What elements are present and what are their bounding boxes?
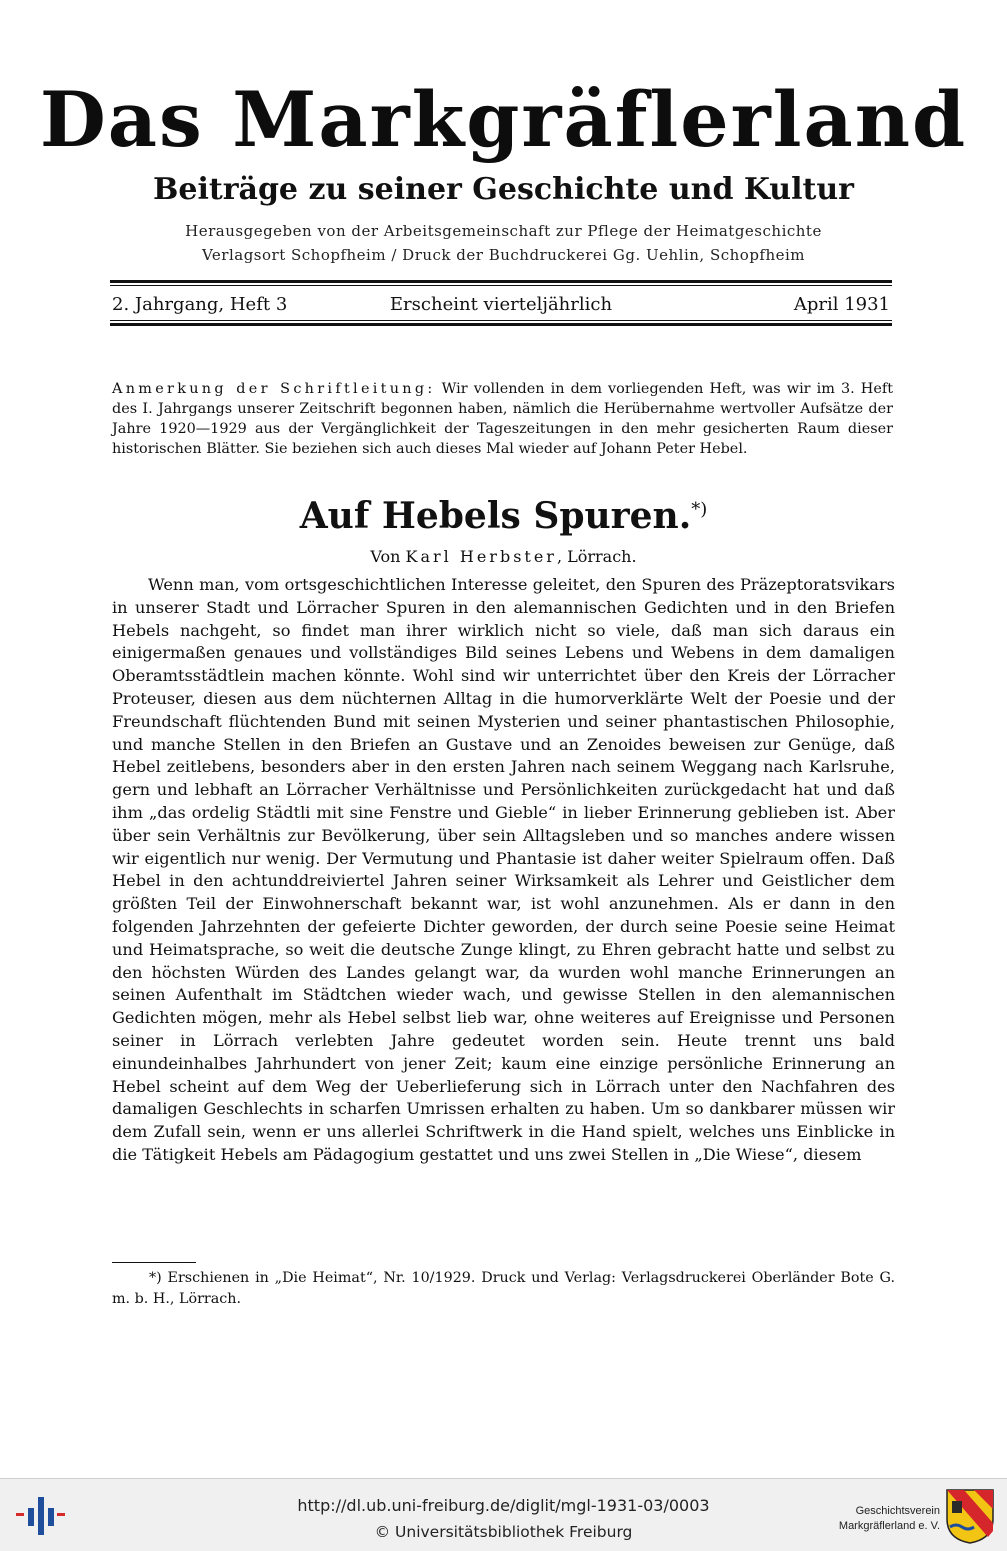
editor-note-text: Wir vollenden in dem vorliegenden Heft, was wir im 3. Heft des I. Jahrgangs unserer Zeitschrift begonnen haben, nämlich die Herübernahme wertvoller Aufsätze der Jahre 1920—1929 aus der Vergänglichkeit der Tageszeitungen in den mehr gesicherten Raum dieser historischen Blätter. Sie beziehen sich auch dieses Mal wieder auf Johann Peter Hebel. [112,381,893,457]
editor-note-lead: Anmerkung der Schriftleitung: [112,381,436,397]
footnote: *) Erschienen in „Die Heimat“, Nr. 10/1929. Druck und Verlag: Verlagsdruckerei Oberländer Bote G. m. b. H., Lörrach. [112,1270,895,1307]
viewer-footer [0,1478,1007,1551]
byline-place: , Lörrach. [556,547,637,566]
header-rule-top-thin [110,285,892,286]
masthead-title: Das Markgräflerland [39,75,968,164]
footer-copyright: © Universitätsbibliothek Freiburg [374,1523,633,1541]
publisher-line-1: Herausgegeben von der Arbeitsgemeinschaft zur Pflege der Heimatgeschichte [185,222,822,240]
society-line-2: Markgräflerland e. V. [838,1520,940,1532]
article-title [0,495,1007,537]
article-title-text: Auf Hebels Spuren. [299,495,692,537]
footer-url[interactable]: http://dl.ub.uni-freiburg.de/diglit/mgl-1931-03/0003 [297,1496,710,1515]
editor-note [112,379,893,459]
publisher-line-2: Verlagsort Schopfheim / Druck der Buchdruckerei Gg. Uehlin, Schopfheim [201,246,806,264]
footnote-rule [112,1262,196,1263]
footnote-marker: *) [691,499,708,520]
footer-society [770,1504,940,1534]
article-byline [0,549,1007,565]
issue-volume: 2. Jahrgang, Heft 3 [112,294,288,315]
header-rule-top-thick [110,280,892,283]
issue-date: April 1931 [793,294,890,315]
header-rule-bottom-thin [110,320,892,321]
byline-author: Karl Herbster [405,547,557,566]
issue-frequency: Erscheint vierteljährlich [389,294,613,315]
article-body: Wenn man, vom ortsgeschichtlichen Interesse geleitet, den Spuren des Präzeptoratsvikars in unserer Stadt und Lörracher Spuren in den alemannischen Gedichten und in den Briefen Hebels nachgeht, so findet man ihrer wirklich nicht so viele, daß man sich daraus ein einigermaßen genaues und vollständiges Bild seines Lebens und Webens in dem damaligen Oberamtsstädtlein machen könnte. Wohl sind wir unterrichtet über den Kreis der Lörracher Proteuser, diesen aus dem nüchternen Alltag in die humorverklärte Welt der Poesie und der Freundschaft flüchtenden Bund mit seinen Mysterien und seiner phantastischen Philosophie, und manche Stellen in den Briefen an Gustave und an Zenoides beweisen zur Genüge, daß Hebel zeitlebens, besonders aber in den ersten Jahren nach seinem Weggang nach Karlsruhe, gern und lebhaft an Lörracher Verhältnisse und Persönlichkeiten zurückgedacht hat und daß ihm „das ordelig Städtli mit sine Fenstre und Gieble“ in lieber Erinnerung geblieben ist. Aber über sein Verhältnis zur Bevölkerung, über sein Alltagsleben und so manches andere wissen wir eigentlich nur wenig. Der Vermutung und Phantasie ist daher weiter Spielraum offen. Daß Hebel in den achtunddreiviertel Jahren seiner Wirksamkeit als Lehrer und Geistlicher dem größten Teil der Einwohnerschaft bekannt war, ist wohl anzunehmen. Als er dann in den folgenden Jahrzehnten der gefeierte Dichter geworden, der durch seine Poesie seine Heimat und Heimatsprache, so weit die deutsche Zunge klingt, zu Ehren gebracht hatte und selbst zu den höchsten Würden des Landes gelangt war, da wurden wohl manche Erinnerungen an seinen Aufenthalt im Städtchen wieder wach, und gewisse Stellen in den alemannischen Gedichten mögen, mehr als Hebel selbst lieb war, ohne weiteres auf Ereignisse und Personen seiner in Lörrach verlebten Jahre gedeutet worden sein. Heute trennt uns bald einundeinhalbes Jahrhundert von jener Zeit; kaum eine einzige persönliche Erinnerung an Hebel scheint auf dem Weg der Ueberlieferung sich in Lörrach unter den Nachfahren des damaligen Geschlechts in scharfen Umrissen erhalten zu haben. Um so dankbarer müssen wir dem Zufall sein, wenn er uns allerlei Schriftwerk in die Hand spielt, welches uns Einblicke in die Tätigkeit Hebels am Pädagogium gestattet und uns zwei Stellen in „Die Wiese“, diesem [112,575,895,1164]
byline-prefix: Von [370,547,401,566]
masthead-subtitle: Beiträge zu seiner Geschichte und Kultur [153,172,854,207]
crest-field [952,1501,962,1513]
header-rule-bottom-thick [110,323,892,326]
issue-bar [112,294,890,316]
coat-of-arms-icon [944,1487,996,1545]
society-line-1: Geschichtsverein [855,1505,940,1517]
